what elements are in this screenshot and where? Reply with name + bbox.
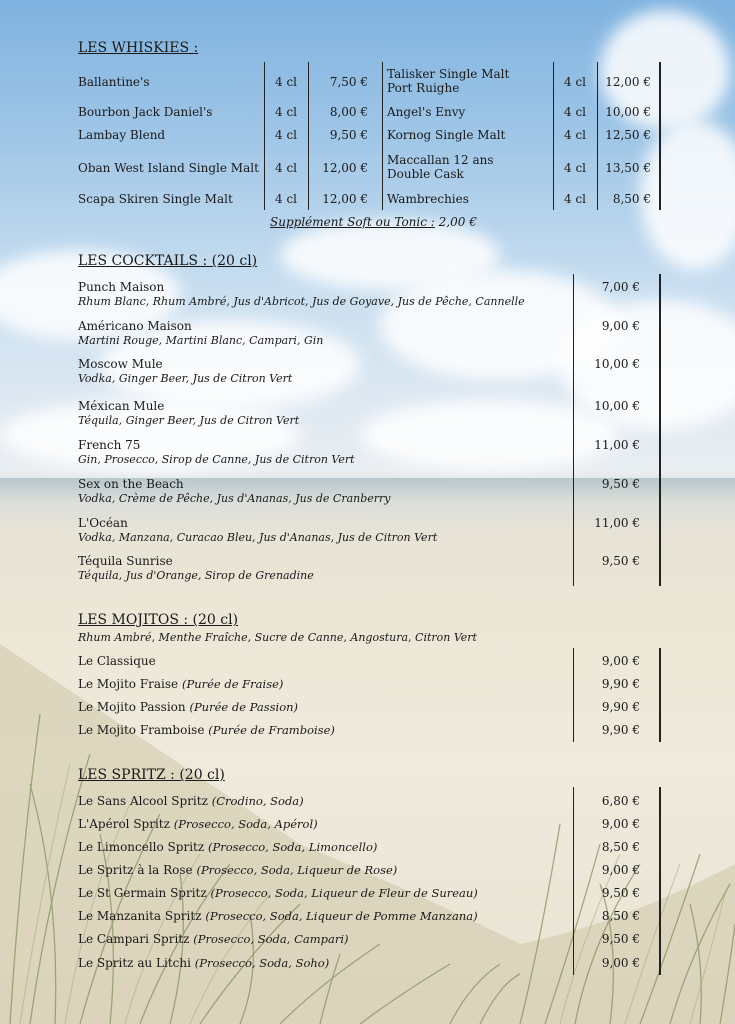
whisky-price: 9,50 € — [329, 128, 368, 142]
supplement-label: Supplément Soft ou Tonic : — [270, 215, 435, 229]
whisky-name: Bourbon Jack Daniel's — [78, 105, 213, 119]
mojito-flavour: (Purée de Framboise) — [208, 723, 335, 737]
whisky-name: Lambay Blend — [78, 128, 166, 142]
spritz-name: Le Limoncello Spritz — [78, 840, 205, 854]
spritz-item — [78, 956, 329, 970]
spritz-price: 9,50 € — [601, 932, 640, 946]
cocktail-price: 10,00 € — [594, 357, 640, 371]
cocktail-ingredients: Vodka, Ginger Beer, Jus de Citron Vert — [78, 372, 293, 385]
whisky-volume: 4 cl — [564, 75, 587, 89]
whisky-price: 7,50 € — [329, 75, 368, 89]
mojito-item — [78, 654, 156, 668]
spritz-item — [78, 863, 397, 877]
spritz-ingredients: (Prosecco, Soda, Apérol) — [173, 817, 318, 831]
whisky-price: 12,00 € — [605, 75, 651, 89]
whisky-price: 12,50 € — [605, 128, 651, 142]
mojito-name: Le Mojito Fraise — [78, 677, 179, 691]
mojito-flavour: (Purée de Passion) — [189, 700, 299, 714]
spritz-item — [78, 794, 304, 808]
mojito-item — [78, 677, 283, 691]
cocktail-price: 7,00 € — [601, 280, 640, 294]
spritz-title: LES SPRITZ : (20 cl) — [78, 767, 225, 783]
cocktail-ingredients: Vodka, Crème de Pêche, Jus d'Ananas, Jus de Cranberry — [78, 492, 391, 505]
cocktail-item — [78, 399, 299, 427]
whisky-price: 8,00 € — [329, 105, 368, 119]
cocktail-ingredients: Martini Rouge, Martini Blanc, Campari, Gin — [78, 334, 324, 347]
whisky-name: Kornog Single Malt — [387, 128, 506, 142]
spritz-price: 9,00 € — [601, 956, 640, 970]
cocktails-title: LES COCKTAILS : (20 cl) — [78, 253, 258, 269]
whisky-name: Angel's Envy — [387, 105, 466, 119]
mojito-name: Le Classique — [78, 654, 156, 668]
spritz-name: Le Sans Alcool Spritz — [78, 794, 208, 808]
spritz-item — [78, 886, 478, 900]
cocktail-name: Moscow Mule — [78, 357, 163, 371]
whisky-price: 12,00 € — [322, 161, 368, 175]
cocktail-item — [78, 554, 314, 582]
spritz-ingredients: (Prosecco, Soda, Campari) — [193, 932, 349, 946]
spritz-ingredients: (Prosecco, Soda, Limoncello) — [208, 840, 378, 854]
spritz-name: Le Campari Spritz — [78, 932, 190, 946]
whisky-price: 8,50 € — [612, 192, 651, 206]
spritz-item — [78, 840, 377, 854]
spritz-item — [78, 932, 349, 946]
spritz-name: L'Apérol Spritz — [78, 817, 170, 831]
spritz-name: Le Manzanita Spritz — [78, 909, 202, 923]
mojito-item — [78, 700, 298, 714]
mojito-price: 9,90 € — [601, 723, 640, 737]
cocktail-name: Méxican Mule — [78, 399, 165, 413]
cocktail-item — [78, 357, 292, 385]
cocktail-item — [78, 477, 391, 505]
spritz-ingredients: (Prosecco, Soda, Liqueur de Fleur de Sureau) — [210, 886, 478, 900]
spritz-price: 9,00 € — [601, 863, 640, 877]
whisky-volume: 4 cl — [564, 128, 587, 142]
whisky-volume: 4 cl — [275, 105, 298, 119]
mojito-price: 9,90 € — [601, 700, 640, 714]
whisky-volume: 4 cl — [564, 192, 587, 206]
whisky-volume: 4 cl — [564, 161, 587, 175]
supplement-price: 2,00 € — [438, 215, 477, 229]
cocktail-ingredients: Vodka, Manzana, Curacao Bleu, Jus d'Ananas, Jus de Citron Vert — [78, 531, 438, 544]
cocktail-ingredients: Téquila, Jus d'Orange, Sirop de Grenadine — [78, 569, 314, 582]
cocktail-item — [78, 280, 525, 308]
whisky-name: Talisker Single Malt Port Ruighe — [387, 67, 510, 95]
cocktail-name: Américano Maison — [78, 319, 192, 333]
cocktail-price: 9,50 € — [601, 554, 640, 568]
spritz-item — [78, 909, 478, 923]
spritz-ingredients: (Prosecco, Soda, Soho) — [194, 956, 330, 970]
cocktail-price: 11,00 € — [594, 438, 640, 452]
spritz-name: Le St Germain Spritz — [78, 886, 207, 900]
mojito-price: 9,90 € — [601, 677, 640, 691]
cocktail-name: Sex on the Beach — [78, 477, 184, 491]
whisky-volume: 4 cl — [564, 105, 587, 119]
spritz-ingredients: (Prosecco, Soda, Liqueur de Rose) — [196, 863, 398, 877]
whisky-name: Ballantine's — [78, 75, 150, 89]
spritz-price: 9,00 € — [601, 817, 640, 831]
whisky-volume: 4 cl — [275, 128, 298, 142]
whisky-price: 13,50 € — [605, 161, 651, 175]
mojitos-title: LES MOJITOS : (20 cl) — [78, 612, 239, 628]
cocktail-ingredients: Téquila, Ginger Beer, Jus de Citron Vert — [78, 414, 300, 427]
cocktail-name: L'Océan — [78, 516, 128, 530]
whiskies-title: LES WHISKIES : — [78, 40, 199, 56]
whisky-name: Wambrechies — [387, 192, 469, 206]
whisky-name: Maccallan 12 ans Double Cask — [387, 153, 494, 181]
mojito-flavour: (Purée de Fraise) — [181, 677, 284, 691]
spritz-name: Le Spritz au Litchi — [78, 956, 191, 970]
mojito-price: 9,00 € — [601, 654, 640, 668]
spritz-item — [78, 817, 318, 831]
whisky-price: 10,00 € — [605, 105, 651, 119]
cocktail-name: French 75 — [78, 438, 141, 452]
whisky-volume: 4 cl — [275, 161, 298, 175]
mojito-name: Le Mojito Framboise — [78, 723, 205, 737]
spritz-price: 8,50 € — [601, 909, 640, 923]
spritz-ingredients: (Prosecco, Soda, Liqueur de Pomme Manzana) — [205, 909, 478, 923]
cocktail-price: 9,50 € — [601, 477, 640, 491]
spritz-price: 8,50 € — [601, 840, 640, 854]
cocktail-price: 9,00 € — [601, 319, 640, 333]
whisky-volume: 4 cl — [275, 75, 298, 89]
whisky-name: Scapa Skiren Single Malt — [78, 192, 233, 206]
spritz-name: Le Spritz à la Rose — [78, 863, 193, 877]
cocktail-price: 11,00 € — [594, 516, 640, 530]
spritz-ingredients: (Crodino, Soda) — [211, 794, 304, 808]
cocktail-item — [78, 516, 437, 544]
spritz-price: 6,80 € — [601, 794, 640, 808]
cocktail-ingredients: Rhum Blanc, Rhum Ambré, Jus d'Abricot, Jus de Goyave, Jus de Pêche, Cannelle — [78, 295, 525, 308]
cocktail-name: Téquila Sunrise — [78, 554, 173, 568]
cocktail-item — [78, 319, 323, 347]
whisky-price: 12,00 € — [322, 192, 368, 206]
cocktail-ingredients: Gin, Prosecco, Sirop de Canne, Jus de Citron Vert — [78, 453, 355, 466]
spritz-price: 9,50 € — [601, 886, 640, 900]
cocktail-price: 10,00 € — [594, 399, 640, 413]
whisky-volume: 4 cl — [275, 192, 298, 206]
mojito-item — [78, 723, 335, 737]
supplement-note — [270, 215, 477, 229]
mojito-name: Le Mojito Passion — [78, 700, 186, 714]
cocktail-item — [78, 438, 355, 466]
whisky-name: Oban West Island Single Malt — [78, 161, 259, 175]
cocktail-name: Punch Maison — [78, 280, 165, 294]
mojitos-description: Rhum Ambré, Menthe Fraîche, Sucre de Canne, Angostura, Citron Vert — [78, 631, 477, 644]
